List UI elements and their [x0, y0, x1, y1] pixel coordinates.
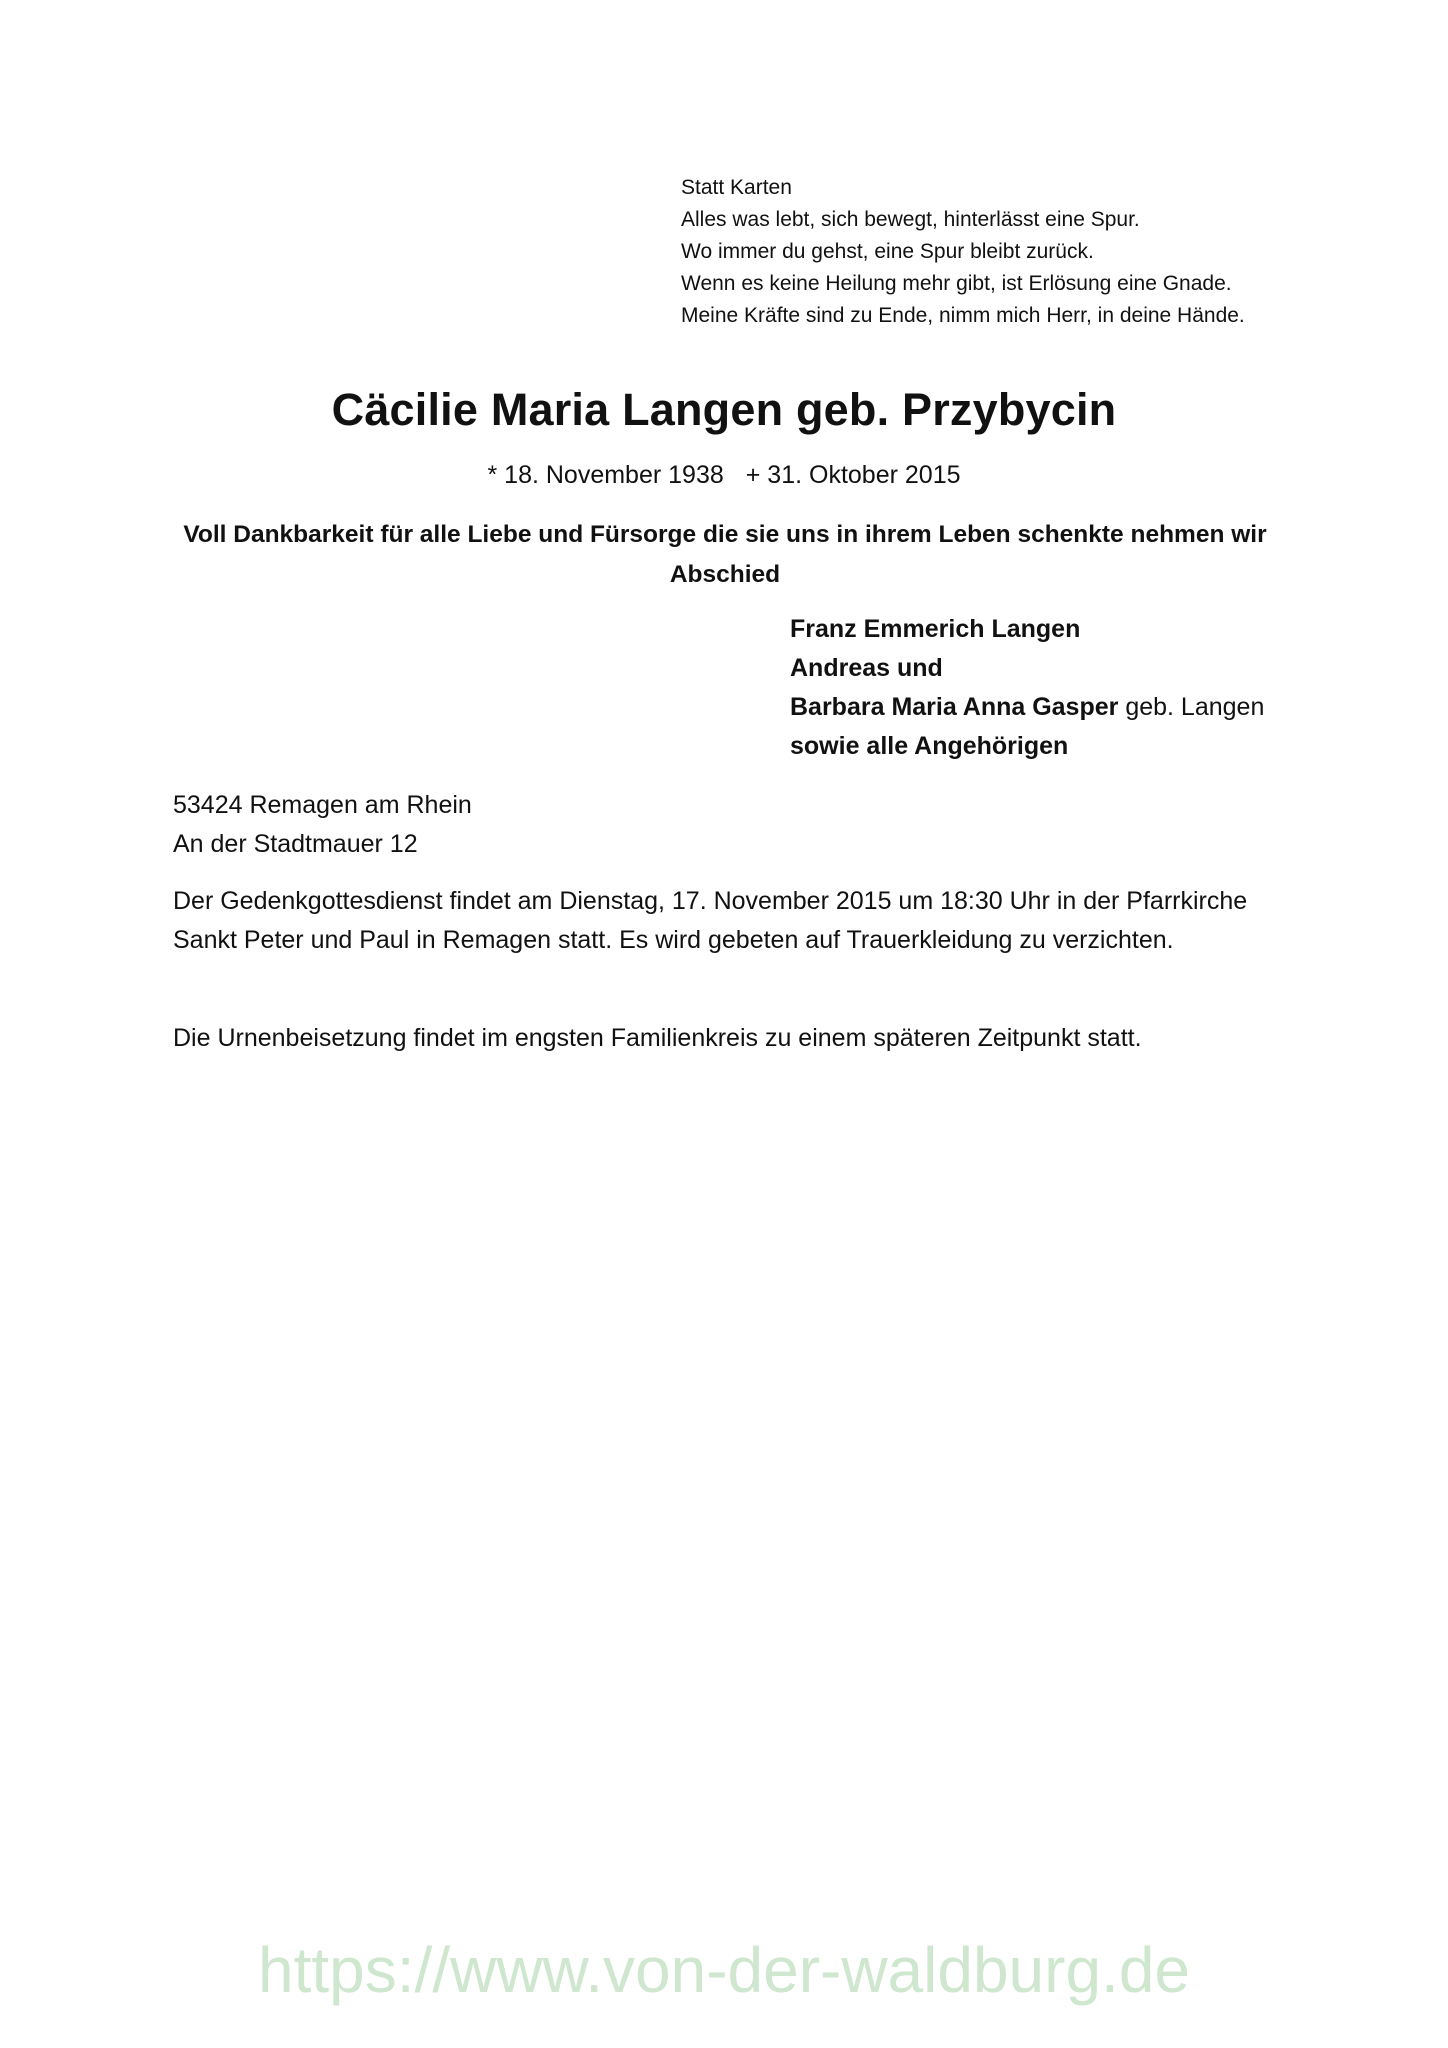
maiden-name-note: geb. Langen — [1125, 693, 1265, 721]
poem-line: Alles was lebt, sich bewegt, hinterlässt eine Spur. — [681, 208, 1140, 231]
deceased-name: Cäcilie Maria Langen geb. Przybycin — [331, 384, 1117, 435]
poem-line: Wenn es keine Heilung mehr gibt, ist Erlösung eine Gnade. — [681, 272, 1232, 295]
poem-line: Statt Karten — [681, 176, 792, 199]
family-signatures — [790, 610, 1350, 766]
family-member-name: Barbara Maria Anna Gasper — [790, 693, 1119, 721]
burial-info: Die Urnenbeisetzung findet im engsten Familienkreis zu einem späteren Zeitpunkt statt. — [173, 1024, 1142, 1052]
address-city: 53424 Remagen am Rhein — [173, 791, 472, 819]
address-street: An der Stadtmauer 12 — [173, 830, 418, 858]
family-member-name: Andreas und — [790, 654, 943, 682]
poem-line: Wo immer du gehst, eine Spur bleibt zurück. — [681, 240, 1094, 263]
birth-date: * 18. November 1938 — [487, 461, 724, 489]
life-dates — [0, 458, 1448, 492]
poem-block — [681, 172, 1321, 332]
family-member-line — [790, 688, 1350, 727]
relatives-line: sowie alle Angehörigen — [790, 732, 1069, 760]
death-date: + 31. Oktober 2015 — [745, 461, 961, 489]
memorial-service-info: Der Gedenkgottesdienst findet am Dienstag, 17. November 2015 um 18:30 Uhr in der Pfarrkirche Sankt Peter und Paul in Remagen statt. Es wird gebeten auf Trauerkleidung zu verzichten. — [173, 887, 1248, 954]
family-address — [173, 786, 873, 864]
poem-line: Meine Kräfte sind zu Ende, nimm mich Herr, in deine Hände. — [681, 304, 1245, 327]
thanks-statement: Voll Dankbarkeit für alle Liebe und Fürsorge die sie uns in ihrem Leben schenkte nehmen wir Abschied — [183, 521, 1267, 588]
website-watermark: https://www.von-der-waldburg.de — [258, 1934, 1190, 2006]
family-member-name: Franz Emmerich Langen — [790, 615, 1081, 643]
